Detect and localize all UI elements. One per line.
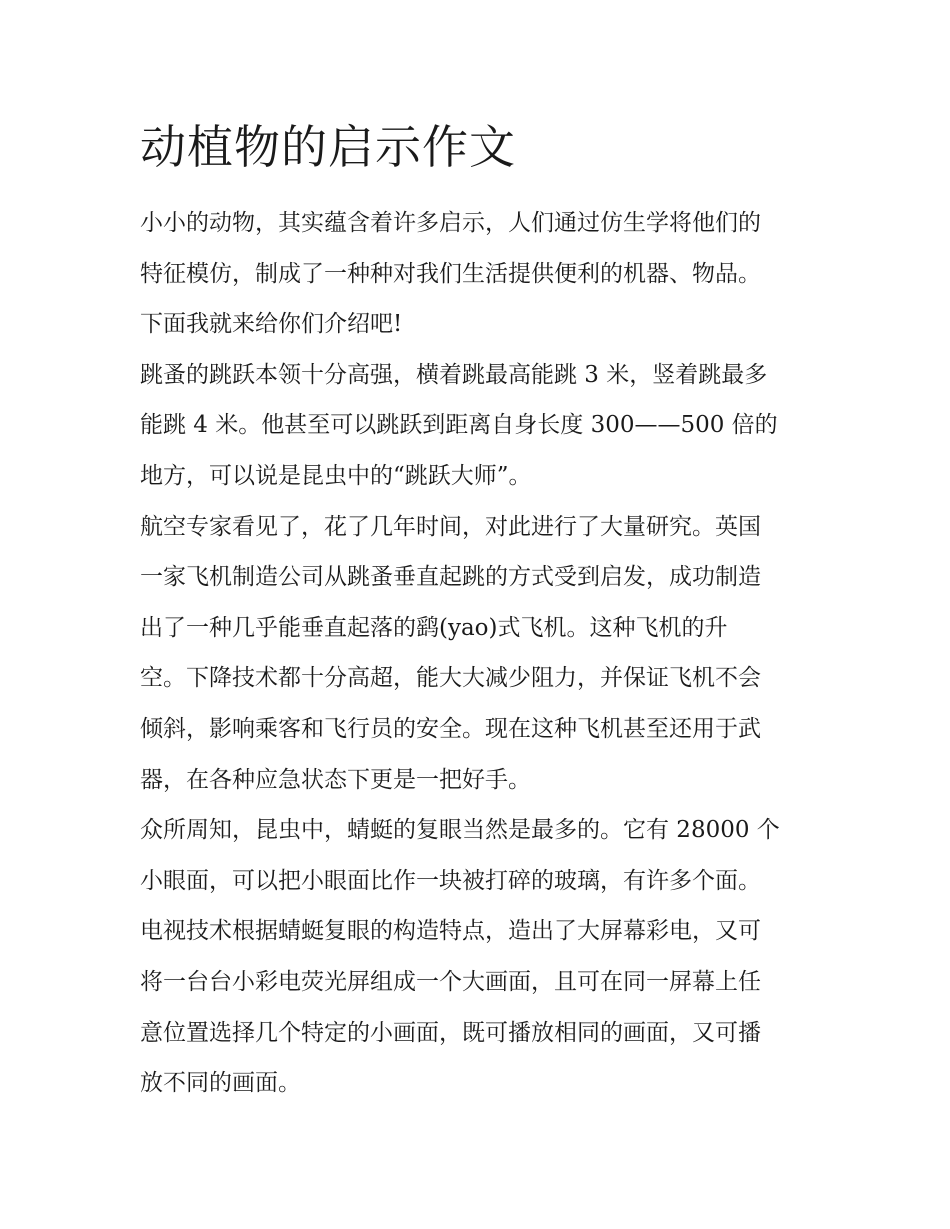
text-line: 众所周知，昆虫中，蜻蜓的复眼当然是最多的。它有 28000 个 bbox=[140, 817, 780, 844]
text-line: 跳蚤的跳跃本领十分高强，横着跳最高能跳 3 米，竖着跳最多 bbox=[140, 361, 768, 388]
text-line: 电视技术根据蜻蜓复眼的构造特点，造出了大屏幕彩电，又可 bbox=[140, 918, 761, 945]
text-line: 倾斜，影响乘客和飞行员的安全。现在这种飞机甚至还用于武 bbox=[140, 715, 761, 742]
text-line: 意位置选择几个特定的小画面，既可播放相同的画面，又可播 bbox=[140, 1019, 761, 1046]
text-line: 器，在各种应急状态下更是一把好手。 bbox=[140, 766, 531, 793]
text-line: 一家飞机制造公司从跳蚤垂直起跳的方式受到启发，成功制造 bbox=[140, 564, 761, 591]
document-title: 动植物的启示作文 bbox=[140, 120, 516, 174]
text-line: 能跳 4 米。他甚至可以跳跃到距离自身长度 300——500 倍的 bbox=[140, 412, 778, 439]
text-line: 空。下降技术都十分高超，能大大减少阻力，并保证飞机不会 bbox=[140, 665, 761, 692]
text-line: 将一台台小彩电荧光屏组成一个大画面，且可在同一屏幕上任 bbox=[140, 968, 761, 995]
text-line: 特征模仿，制成了一种种对我们生活提供便利的机器、物品。 bbox=[140, 260, 761, 287]
text-line: 航空专家看见了，花了几年时间，对此进行了大量研究。英国 bbox=[140, 513, 761, 540]
text-line: 小眼面，可以把小眼面比作一块被打碎的玻璃，有许多个面。 bbox=[140, 867, 761, 894]
document-body bbox=[140, 198, 820, 1109]
text-line: 地方，可以说是昆虫中的“跳跃大师”。 bbox=[140, 462, 532, 489]
text-line: 放不同的画面。 bbox=[140, 1070, 301, 1097]
text-line: 小小的动物，其实蕴含着许多启示，人们通过仿生学将他们的 bbox=[140, 210, 761, 236]
text-line: 出了一种几乎能垂直起落的鹞(yao)式飞机。这种飞机的升 bbox=[140, 614, 728, 641]
text-line: 下面我就来给你们介绍吧! bbox=[140, 311, 403, 338]
